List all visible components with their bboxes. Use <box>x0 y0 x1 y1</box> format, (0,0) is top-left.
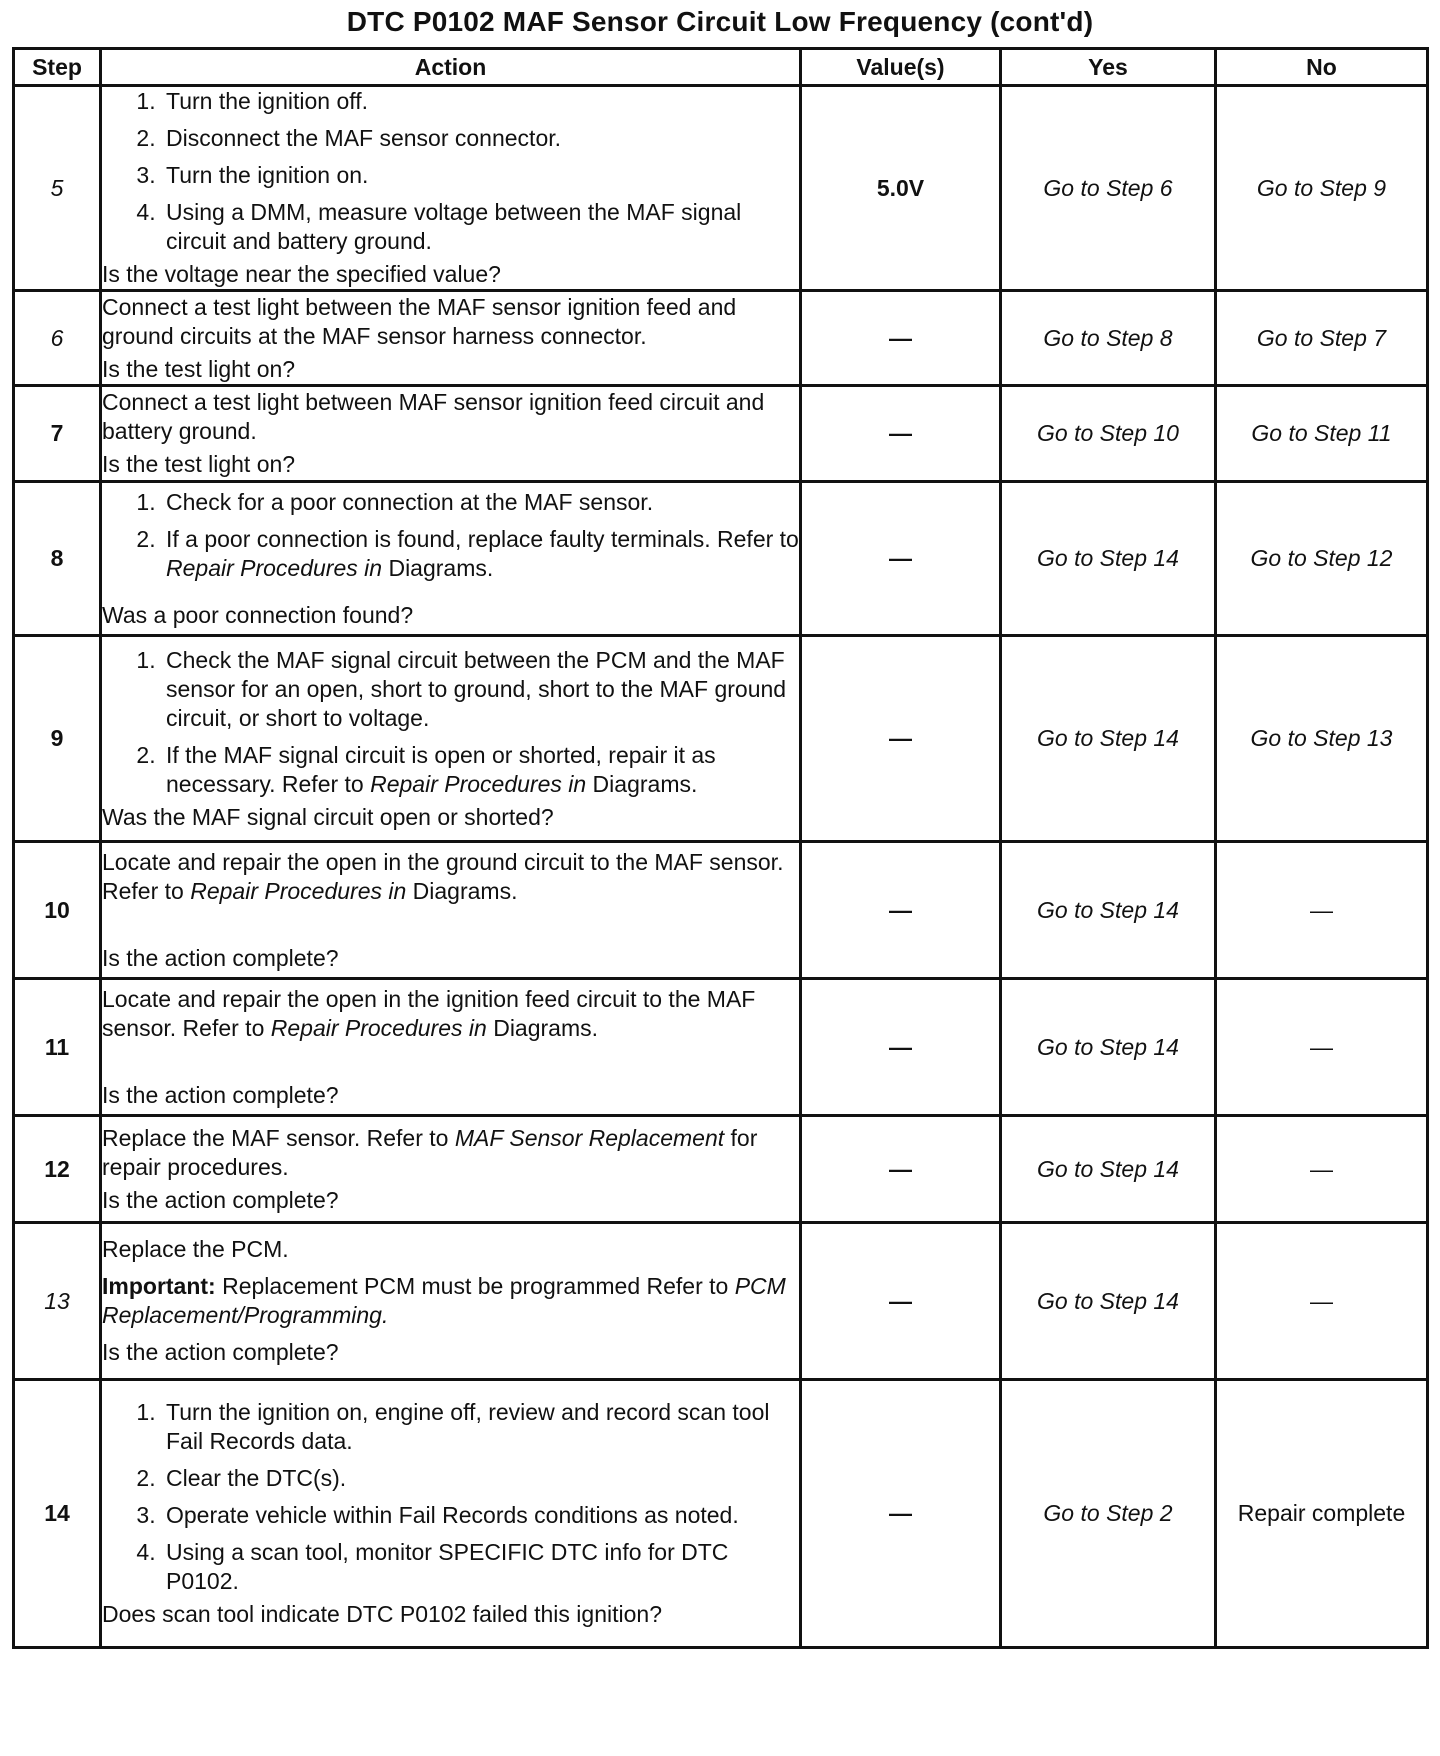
action-question: Was the MAF signal circuit open or shorted? <box>102 803 554 830</box>
action-text-part: Locate and repair the open in the ignition feed circuit to the MAF sensor. Refer to <box>102 985 756 1041</box>
action-cell <box>101 86 801 291</box>
value-cell: — <box>801 291 1001 386</box>
action-step-item: 1. Turn the ignition on, engine off, review and record scan tool Fail Records data. <box>162 1398 799 1456</box>
page-title: DTC P0102 MAF Sensor Circuit Low Frequency (cont'd) <box>346 6 1094 37</box>
action-question: Is the action complete? <box>102 1339 339 1365</box>
yes-cell: Go to Step 8 <box>1001 291 1216 386</box>
value-cell: 5.0V <box>801 86 1001 291</box>
step-number: 13 <box>14 1223 101 1380</box>
important-note <box>102 1272 799 1330</box>
action-text: Connect a test light between MAF sensor ignition feed circuit and battery ground. <box>102 389 765 444</box>
action-question: Is the voltage near the specified value? <box>102 261 501 287</box>
no-cell: — <box>1216 1116 1428 1223</box>
step-number: 10 <box>14 842 101 979</box>
table-row-step-9 <box>14 636 1428 842</box>
table-row-step-13 <box>14 1223 1428 1380</box>
value-cell: — <box>801 482 1001 636</box>
action-text-part: Locate and repair the open in the ground circuit to the MAF sensor. Refer to <box>102 848 784 904</box>
value-cell: — <box>801 1116 1001 1223</box>
reference-link: Repair Procedures in <box>270 1014 487 1041</box>
table-row-step-5 <box>14 86 1428 291</box>
action-cell <box>101 1116 801 1223</box>
action-text-part: Diagrams. <box>406 877 518 904</box>
value-cell: — <box>801 842 1001 979</box>
value-cell: — <box>801 1223 1001 1380</box>
step-number: 9 <box>14 636 101 842</box>
action-steps <box>102 646 799 799</box>
action-step-item: 1. Turn the ignition off. <box>162 87 799 116</box>
action-step-text: If a poor connection is found, replace faulty terminals. Refer to <box>166 525 799 552</box>
yes-cell: Go to Step 10 <box>1001 386 1216 482</box>
no-cell: Go to Step 9 <box>1216 86 1428 291</box>
yes-cell: Go to Step 14 <box>1001 842 1216 979</box>
no-cell: Go to Step 13 <box>1216 636 1428 842</box>
action-cell <box>101 1380 801 1648</box>
action-question: Is the action complete? <box>102 944 339 971</box>
action-step-item: 1. Check the MAF signal circuit between the PCM and the MAF sensor for an open, short to ground, short to the MAF ground circuit, or short to voltage. <box>162 646 799 733</box>
step-number: 8 <box>14 482 101 636</box>
action-steps <box>102 1398 799 1596</box>
value-cell: — <box>801 386 1001 482</box>
action-step-item <box>162 525 799 583</box>
action-question: Is the action complete? <box>102 1186 339 1213</box>
yes-cell: Go to Step 14 <box>1001 636 1216 842</box>
table-row-step-14 <box>14 1380 1428 1648</box>
action-cell <box>101 842 801 979</box>
action-text-part: for repair procedures. <box>102 1124 758 1180</box>
header-step: Step <box>14 49 101 86</box>
step-number: 12 <box>14 1116 101 1223</box>
diagnostic-table <box>12 47 1429 1649</box>
step-number: 11 <box>14 979 101 1116</box>
action-text <box>102 848 799 906</box>
table-row-step-8 <box>14 482 1428 636</box>
action-step-item: 3. Turn the ignition on. <box>162 161 799 190</box>
action-step-item: 1. Check for a poor connection at the MAF sensor. <box>162 488 799 517</box>
action-step-item: 4. Using a scan tool, monitor SPECIFIC DTC info for DTC P0102. <box>162 1538 799 1596</box>
action-steps <box>102 488 799 583</box>
action-cell <box>101 291 801 386</box>
important-text: Replacement PCM must be programmed Refer to <box>215 1273 735 1299</box>
action-step-item: 3. Operate vehicle within Fail Records conditions as noted. <box>162 1501 799 1530</box>
reference-link: Repair Procedures in <box>166 554 383 581</box>
value-cell: — <box>801 1380 1001 1648</box>
action-step-text: If the MAF signal circuit is open or shorted, repair it as necessary. Refer to <box>166 741 716 797</box>
action-step-text: Diagrams. <box>382 554 494 581</box>
action-step-item: 2. Clear the DTC(s). <box>162 1464 799 1493</box>
yes-cell: Go to Step 6 <box>1001 86 1216 291</box>
yes-cell: Go to Step 14 <box>1001 482 1216 636</box>
no-cell: Go to Step 12 <box>1216 482 1428 636</box>
reference-link: PCM Replacement/Programming. <box>102 1273 786 1328</box>
header-values: Value(s) <box>801 49 1001 86</box>
action-text-part: Diagrams. <box>486 1014 599 1041</box>
no-cell: Go to Step 7 <box>1216 291 1428 386</box>
action-question: Was a poor connection found? <box>102 601 414 628</box>
step-number: 6 <box>14 291 101 386</box>
action-step-item <box>162 741 799 799</box>
action-cell <box>101 482 801 636</box>
reference-link: Repair Procedures in <box>190 877 407 904</box>
action-question: Does scan tool indicate DTC P0102 failed this ignition? <box>102 1601 662 1627</box>
action-cell <box>101 1223 801 1380</box>
no-cell: — <box>1216 979 1428 1116</box>
action-step-item: 2. Disconnect the MAF sensor connector. <box>162 124 799 153</box>
header-yes: Yes <box>1001 49 1216 86</box>
yes-cell: Go to Step 14 <box>1001 979 1216 1116</box>
no-cell: — <box>1216 1223 1428 1380</box>
action-steps <box>102 87 799 256</box>
action-text <box>102 985 799 1043</box>
yes-cell: Go to Step 2 <box>1001 1380 1216 1648</box>
reference-link: MAF Sensor Replacement <box>454 1124 725 1151</box>
header-no: No <box>1216 49 1428 86</box>
value-cell: — <box>801 636 1001 842</box>
value-cell: — <box>801 979 1001 1116</box>
no-cell: Repair complete <box>1216 1380 1428 1648</box>
yes-cell: Go to Step 14 <box>1001 1223 1216 1380</box>
action-text: Connect a test light between the MAF sensor ignition feed and ground circuits at the MAF sensor harness connector. <box>102 293 737 349</box>
action-text: Replace the PCM. <box>102 1236 289 1262</box>
action-question: Is the test light on? <box>102 355 296 382</box>
action-cell <box>101 979 801 1116</box>
action-question: Is the action complete? <box>102 1081 339 1108</box>
no-cell: Go to Step 11 <box>1216 386 1428 482</box>
action-text-part: Replace the MAF sensor. Refer to <box>102 1124 455 1151</box>
action-cell <box>101 386 801 482</box>
table-row-step-7 <box>14 386 1428 482</box>
header-row <box>14 49 1428 86</box>
action-question: Is the test light on? <box>102 451 296 477</box>
table-row-step-6 <box>14 291 1428 386</box>
action-step-text: Diagrams. <box>586 770 698 797</box>
reference-link: Repair Procedures in <box>370 770 587 797</box>
step-number: 5 <box>14 86 101 291</box>
action-text <box>102 1124 799 1182</box>
action-cell <box>101 636 801 842</box>
no-cell: — <box>1216 842 1428 979</box>
step-number: 7 <box>14 386 101 482</box>
step-number: 14 <box>14 1380 101 1648</box>
table-row-step-10 <box>14 842 1428 979</box>
important-label: Important: <box>102 1273 216 1299</box>
action-step-item: 4. Using a DMM, measure voltage between the MAF signal circuit and battery ground. <box>162 198 799 256</box>
table-row-step-11 <box>14 979 1428 1116</box>
header-action: Action <box>101 49 801 86</box>
table-row-step-12 <box>14 1116 1428 1223</box>
yes-cell: Go to Step 14 <box>1001 1116 1216 1223</box>
